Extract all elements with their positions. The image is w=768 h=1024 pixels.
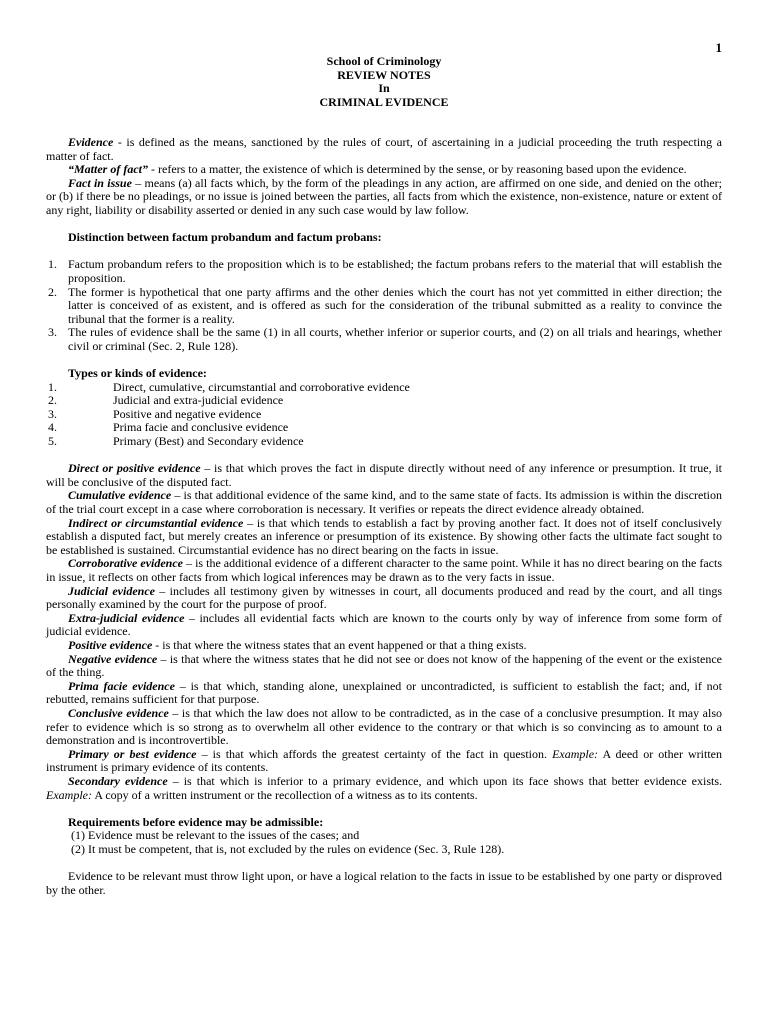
list-item xyxy=(46,286,722,327)
definition-term: “Matter of fact” xyxy=(68,162,148,177)
requirement-item: (2) It must be competent, that is, not excluded by the rules on evidence (Sec. 3, Rule 128). xyxy=(68,841,505,856)
definition-paragraph xyxy=(46,163,722,177)
definition-paragraph xyxy=(46,557,722,584)
list-text: Positive and negative evidence xyxy=(113,406,262,421)
list-text: The former is hypothetical that one party affirms and the other denies which the court has not yet committed in either direction; the latter is conceived of as existent, and is offered as such for the consideration of the tribunal submitted as a reality to convince the tribunal that the former is a reality. xyxy=(68,284,722,326)
definition-term: Direct or positive evidence xyxy=(68,461,201,476)
page-number: 1 xyxy=(715,40,722,55)
definition-text: – is that which proves the fact in dispute directly without need of any inference or presumption. It true, it will be conclusive of the disputed fact. xyxy=(46,461,722,489)
definition-term: Indirect or circumstantial evidence xyxy=(68,515,244,530)
definition-paragraph xyxy=(46,462,722,489)
definition-paragraph xyxy=(46,707,722,748)
definition-term: Fact in issue xyxy=(68,175,132,190)
definition-paragraph xyxy=(46,748,722,775)
header-school: School of Criminology xyxy=(326,54,442,68)
definition-paragraph xyxy=(46,585,722,612)
requirement-item: (1) Evidence must be relevant to the issues of the cases; and xyxy=(68,828,360,843)
definition-term: Positive evidence xyxy=(68,637,153,652)
definition-term: Conclusive evidence xyxy=(68,705,169,720)
definition-text: – is that which affords the greatest certainty of the fact in question. xyxy=(196,746,553,761)
list-text: The rules of evidence shall be the same (1) in all courts, whether inferior or superior courts, and (2) on all trials and hearings, whether civil or criminal (Sec. 2, Rule 128). xyxy=(68,325,722,353)
list-item xyxy=(46,408,722,422)
requirements-heading: Requirements before evidence may be admissible: xyxy=(68,814,324,829)
header-subject: CRIMINAL EVIDENCE xyxy=(319,94,449,109)
list-text: Factum probandum refers to the proposition which is to be established; the factum probans refers to the material that will establish the proposition. xyxy=(68,257,722,285)
list-text: Judicial and extra-judicial evidence xyxy=(113,393,284,408)
definition-paragraph xyxy=(46,517,722,558)
list-number: 2. xyxy=(48,393,57,408)
definition-text: – is that which is inferior to a primary evidence, and which upon its face shows that better evidence exists. xyxy=(167,773,722,788)
definition-text: - is that where the witness states that an event happened or that a thing exists. xyxy=(152,637,527,652)
document-header xyxy=(0,55,768,109)
definition-text: – is that where the witness states that he did not see or does not know of the happening of the event or the existence of the thing. xyxy=(46,651,722,680)
definition-term: Evidence xyxy=(68,135,114,149)
list-item xyxy=(46,421,722,435)
example-text: A deed or other written instrument is primary evidence of its contents. xyxy=(46,746,722,775)
list-item xyxy=(46,435,722,449)
definition-text: – is the additional evidence of a different character to the same point. While it has no direct bearing on the facts in issue, it reflects on other facts from which logical inferences may be drawn as to the very facts in issue. xyxy=(46,556,723,584)
definition-text: - refers to a matter, the existence of which is determined by the sense, or by reasoning based upon the evidence. xyxy=(148,162,687,177)
definition-paragraph xyxy=(46,489,722,516)
definition-term: Extra-judicial evidence xyxy=(68,610,185,625)
definition-text: – means (a) all facts which, by the form of the pleadings in any action, are affirmed on one side, and denied on the other; or (b) if there be no pleadings, or no issue is joined between the parties, all facts from which the existence, non-existence, nature or extent of any right, liability or disability asserted or denied in any such case would by law follow. xyxy=(46,175,722,217)
distinction-list xyxy=(46,258,722,353)
example-label: Example: xyxy=(46,787,92,802)
list-number: 3. xyxy=(48,325,57,340)
list-item xyxy=(46,258,722,285)
list-number: 4. xyxy=(48,420,57,435)
definition-text: – includes all testimony given by witnesses in court, all documents produced and read by the court, and all tings personally examined by the court for the purpose of proof. xyxy=(46,583,723,612)
definition-text: – includes all evidential facts which are known to the courts only by way of inference from some form of judicial evidence. xyxy=(46,610,722,639)
list-item xyxy=(46,394,722,408)
example-text: A copy of a written instrument or the recollection of a witness as to its contents. xyxy=(91,787,478,802)
definition-term: Judicial evidence xyxy=(68,583,155,598)
definition-term: Prima facie evidence xyxy=(68,678,175,693)
document-body xyxy=(46,136,722,897)
definition-term: Corroborative evidence xyxy=(68,556,184,571)
list-item xyxy=(46,326,722,353)
definition-text: - is defined as the means, sanctioned by the rules of court, of ascertaining in a judicial proceeding the truth respecting a matter of fact. xyxy=(46,135,722,163)
definition-paragraph xyxy=(46,680,722,707)
definition-term: Secondary evidence xyxy=(68,773,168,788)
list-item xyxy=(46,381,722,395)
distinction-heading: Distinction between factum probandum and factum probans: xyxy=(68,230,382,245)
definition-text: – is that additional evidence of the same kind, and to the same state of facts. Its admission is within the discretion of the trial court except in a case where corroboration is necessary. It verifies or repeats the direct evidence already obtained. xyxy=(46,488,722,517)
header-notes: REVIEW NOTES xyxy=(337,67,431,82)
definition-paragraph xyxy=(46,653,722,680)
definition-text: – is that which the law does not allow to be contradicted, as in the case of a conclusive presumption. It may also refer to evidence which is so strong as to overwhelm all other evidence to the contrary or that which is so convincing as to amount to a demonstration and is incontrovertible. xyxy=(46,705,722,748)
definitions-top xyxy=(46,136,722,218)
list-number: 1. xyxy=(48,379,57,394)
list-number: 5. xyxy=(48,434,57,449)
definition-term: Cumulative evidence xyxy=(68,488,172,503)
list-text: Direct, cumulative, circumstantial and corroborative evidence xyxy=(113,379,410,394)
header-in: In xyxy=(378,81,390,96)
list-number: 1. xyxy=(48,257,57,272)
definitions-list xyxy=(46,462,722,802)
definition-term: Primary or best evidence xyxy=(68,746,197,761)
definition-paragraph xyxy=(46,177,722,218)
list-text: Prima facie and conclusive evidence xyxy=(113,420,289,435)
types-heading: Types or kinds of evidence: xyxy=(68,366,207,381)
definition-paragraph xyxy=(46,136,722,163)
example-label: Example: xyxy=(552,746,599,761)
list-number: 3. xyxy=(48,406,57,421)
closing-paragraph: Evidence to be relevant must throw light upon, or have a logical relation to the facts in issue to be established by one party or disproved by the other. xyxy=(46,869,722,897)
definition-paragraph xyxy=(46,775,722,802)
definition-text: – is that which, standing alone, unexplained or uncontradicted, is sufficient to establish the fact; and, if not rebutted, remains sufficient for that purpose. xyxy=(46,678,722,707)
definition-term: Negative evidence xyxy=(68,651,158,666)
definition-paragraph xyxy=(46,639,722,653)
list-text: Primary (Best) and Secondary evidence xyxy=(113,434,304,449)
types-list xyxy=(46,381,722,449)
list-number: 2. xyxy=(48,284,57,299)
definition-text: – is that which tends to establish a fact by proving another fact. It does not of itself conclusively establish a disputed fact, but merely creates an inference or presumption of its existence. By showing other facts the ultimate fact sought to be established is sustained. Circumstantial evidence has no direct bearing on the facts in issue. xyxy=(46,515,722,557)
definition-paragraph xyxy=(46,612,722,639)
